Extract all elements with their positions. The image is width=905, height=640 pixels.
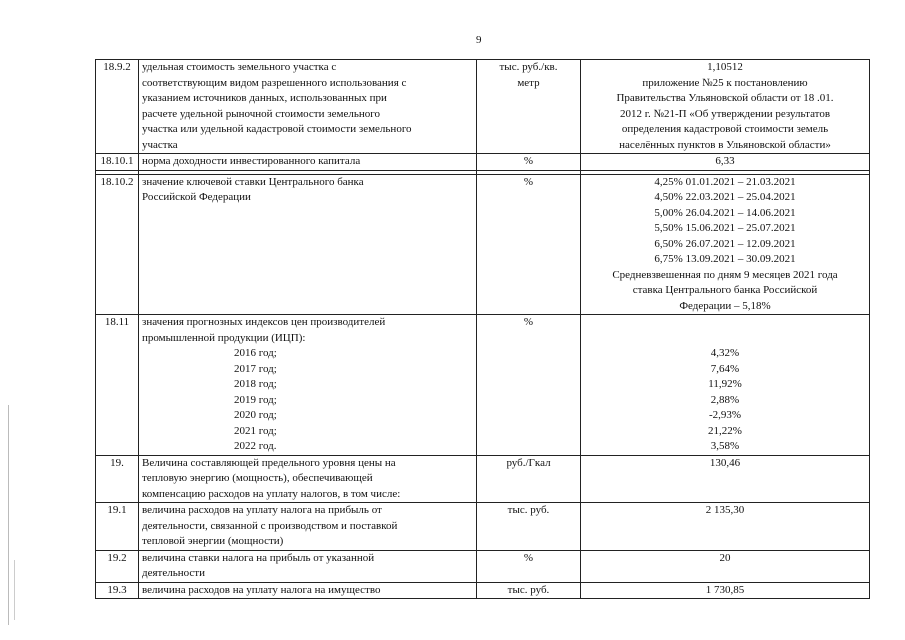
value-line: 2012 г. №21-П «Об утверждении результатов: [619, 107, 831, 120]
row-unit: [477, 315, 581, 456]
value-line: ставка Центрального банка Российской: [632, 284, 818, 296]
value-line: 20: [719, 551, 731, 564]
value-line: 6,50% 26.07.2021 – 12.09.2021: [654, 237, 796, 250]
row-unit: [477, 582, 581, 599]
description-line: тепловую энергию (мощность), обеспечивающей: [142, 472, 373, 484]
row-number: 18.10.1: [96, 154, 139, 171]
description-line: деятельности, связанной с производством и поставкой: [142, 519, 398, 532]
table-row: [96, 154, 870, 171]
value-spacer: [584, 315, 866, 331]
description-line: величина расходов на уплату налога на прибыль от: [142, 504, 382, 516]
row-description: [139, 174, 477, 315]
year-label: 2021 год;: [234, 424, 277, 437]
row-value: [581, 174, 870, 315]
value-line: 4,32%: [710, 347, 740, 359]
row-number: 19.: [96, 455, 139, 503]
row-description: [139, 455, 477, 503]
value-line: 21,22%: [708, 424, 742, 437]
value-line: населённых пунктов в Ульяновской области»: [619, 138, 831, 151]
row-description: [139, 582, 477, 599]
description-line: компенсацию расходов на уплату налогов, в том числе:: [142, 487, 401, 500]
row-unit: [477, 154, 581, 171]
description-line: указанием источников данных, использованных при: [142, 92, 387, 104]
description-line: расчете удельной рыночной стоимости земельного: [142, 107, 380, 120]
description-line: удельная стоимость земельного участка с: [142, 61, 337, 73]
row-number: 18.9.2: [96, 60, 139, 154]
value-line: приложение №25 к постановлению: [642, 76, 808, 89]
value-line: 6,75% 13.09.2021 – 30.09.2021: [654, 253, 796, 265]
row-description: [139, 315, 477, 456]
description-line: норма доходности инвестированного капитала: [142, 155, 361, 167]
value-spacer: [584, 331, 866, 347]
year-label: 2020 год;: [234, 409, 277, 421]
value-line: 1,10512: [707, 61, 743, 73]
row-value: [581, 550, 870, 582]
row-number: 19.1: [96, 503, 139, 551]
value-line: 2 135,30: [705, 504, 745, 516]
description-line: Величина составляющей предельного уровня цены на: [142, 456, 396, 469]
value-line: 5,00% 26.04.2021 – 14.06.2021: [654, 206, 796, 219]
value-line: определения кадастровой стоимости земель: [621, 123, 829, 135]
value-line: -2,93%: [708, 409, 742, 421]
scan-margin-line: [14, 560, 15, 620]
unit-line: метр: [517, 76, 540, 89]
table-row: [96, 315, 870, 456]
unit-line: %: [523, 155, 534, 167]
row-unit: [477, 174, 581, 315]
table-row: [96, 582, 870, 599]
value-line: Федерации – 5,18%: [679, 299, 771, 312]
year-label: 2019 год;: [234, 393, 277, 406]
description-line: участка: [142, 138, 178, 151]
value-line: 3,58%: [710, 440, 740, 452]
row-description: [139, 154, 477, 171]
value-line: 130,46: [709, 456, 741, 469]
unit-line: руб./Гкал: [506, 456, 551, 469]
row-description: [139, 550, 477, 582]
unit-line: %: [523, 316, 534, 328]
row-value: [581, 582, 870, 599]
description-line: значение ключевой ставки Центрального банка: [142, 175, 364, 188]
description-line: тепловой энергии (мощности): [142, 535, 284, 547]
row-value: [581, 503, 870, 551]
value-line: 2,88%: [710, 393, 740, 406]
value-line: Средневзвешенная по дням 9 месяцев 2021 года: [612, 268, 838, 281]
year-label: 2018 год;: [234, 378, 277, 390]
row-unit: [477, 550, 581, 582]
tariff-parameters-table: [95, 59, 870, 599]
value-line: 5,50% 15.06.2021 – 25.07.2021: [654, 222, 796, 234]
value-line: 6,33: [715, 155, 735, 167]
year-label: 2022 год.: [234, 440, 277, 452]
scan-margin-line: [8, 405, 9, 625]
page-number: 9: [476, 34, 482, 46]
year-label: 2017 год;: [234, 362, 277, 375]
description-line: величина расходов на уплату налога на имущество: [142, 583, 381, 596]
row-description: [139, 60, 477, 154]
table-row: [96, 60, 870, 154]
description-line: промышленной продукции (ИЦП):: [142, 331, 306, 344]
description-line: деятельности: [142, 567, 205, 579]
value-line: 7,64%: [710, 362, 740, 375]
row-unit: [477, 455, 581, 503]
unit-line: тыс. руб./кв.: [499, 61, 558, 73]
unit-line: %: [523, 551, 534, 564]
table-row: [96, 174, 870, 315]
row-unit: [477, 503, 581, 551]
value-line: 4,50% 22.03.2021 – 25.04.2021: [654, 191, 796, 203]
table-row: [96, 550, 870, 582]
description-line: значения прогнозных индексов цен производителей: [142, 316, 386, 328]
unit-line: тыс. руб.: [507, 583, 550, 596]
value-line: 1 730,85: [705, 583, 745, 596]
description-line: Российской Федерации: [142, 191, 251, 203]
row-value: [581, 315, 870, 456]
row-value: [581, 154, 870, 171]
row-description: [139, 503, 477, 551]
year-label: 2016 год;: [234, 347, 277, 359]
description-line: соответствующим видом разрешенного использования с: [142, 76, 407, 89]
row-value: [581, 60, 870, 154]
unit-line: тыс. руб.: [507, 504, 550, 516]
table-row: [96, 455, 870, 503]
value-line: Правительства Ульяновской области от 18 .01.: [616, 92, 834, 104]
row-value: [581, 455, 870, 503]
table-row: [96, 503, 870, 551]
unit-line: %: [523, 175, 534, 188]
row-number: 19.2: [96, 550, 139, 582]
value-line: 11,92%: [708, 378, 742, 390]
description-line: величина ставки налога на прибыль от указанной: [142, 551, 375, 564]
description-line: участка или удельной кадастровой стоимости земельного: [142, 123, 412, 135]
value-line: 4,25% 01.01.2021 – 21.03.2021: [654, 175, 796, 188]
row-number: 19.3: [96, 582, 139, 599]
row-number: 18.11: [96, 315, 139, 456]
row-number: 18.10.2: [96, 174, 139, 315]
row-unit: [477, 60, 581, 154]
